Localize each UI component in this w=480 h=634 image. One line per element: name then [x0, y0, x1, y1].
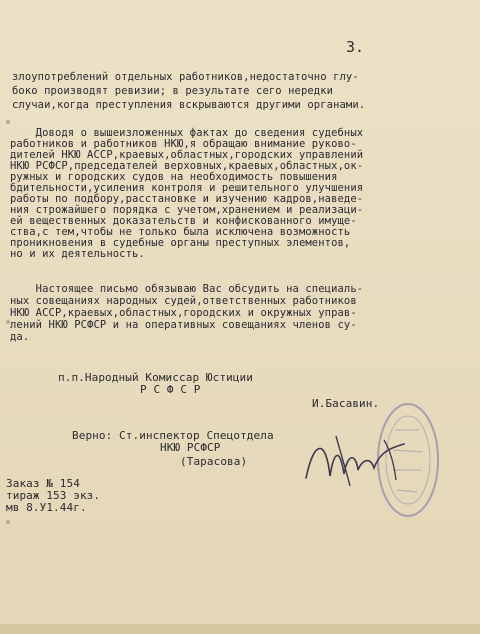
text-line: ства,с тем,чтобы не только была исключена возможность [10, 226, 351, 238]
verification-org: НКЮ РСФСР [160, 441, 221, 454]
signer-title-country: Р С Ф С Р [140, 383, 201, 396]
text-line: ния строжайшего порядка с учетом,хранением и реализаци- [10, 204, 364, 216]
text-line: бдительности,усиления контроля и решительного улучшения [10, 182, 364, 194]
text-line: но и их деятельность. [10, 248, 145, 260]
text-line: лений НКЮ РСФСР и на оперативных совещаниях членов су- [10, 319, 357, 331]
text-line: НКЮ АССР,краевых,областных,городских и окружных управ- [10, 307, 357, 319]
text-line: дителей НКЮ АССР,краевых,областных,городских управлений [10, 149, 364, 161]
handwritten-signature [300, 430, 410, 490]
text-line: ей вещественных доказательств и конфискованного имуще- [10, 215, 357, 227]
page-bottom-edge [0, 624, 480, 634]
text-line: злоупотреблений отдельных работников,недостаточно глу- [12, 71, 359, 83]
text-line: боко производят ревизии; в результате сего нередки [12, 85, 334, 97]
text-line: да. [10, 331, 30, 343]
text-line: проникновения в судебные органы преступных элементов, [10, 237, 351, 249]
text-line: Настоящее письмо обязываю Вас обсудить на специаль- [10, 283, 364, 295]
text-line: случаи,когда преступления вскрываются другими органами. [12, 99, 366, 111]
signer-title: п.п.Народный Комиссар Юстиции [58, 371, 253, 384]
verification-line: Верно: Ст.инспектор Спецотдела [72, 429, 274, 442]
text-line: Доводя о вышеизложенных фактах до сведения судебных [10, 127, 364, 139]
binding-hole [6, 520, 10, 524]
order-number: Заказ № 154 [6, 477, 80, 490]
binding-hole [6, 120, 10, 124]
text-line: работы по подбору,расстановке и изучению кадров,наведе- [10, 193, 364, 205]
signer-name: И.Басавин. [312, 397, 380, 410]
date-code: мв 8.У1.44г. [6, 501, 87, 514]
text-line: ружных и городских судов на необходимость повышения [10, 171, 338, 183]
text-line: НКЮ РСФСР,председателей верховных,краевых,областных,ок- [10, 160, 364, 172]
verification-name: (Тарасова) [180, 455, 248, 468]
page-number: 3. [346, 38, 365, 56]
print-run: тираж 153 экз. [6, 489, 101, 502]
text-line: ных совещаниях народных судей,ответственных работников [10, 295, 357, 307]
text-line: работников и работников НКЮ,я обращаю внимание руково- [10, 138, 357, 150]
